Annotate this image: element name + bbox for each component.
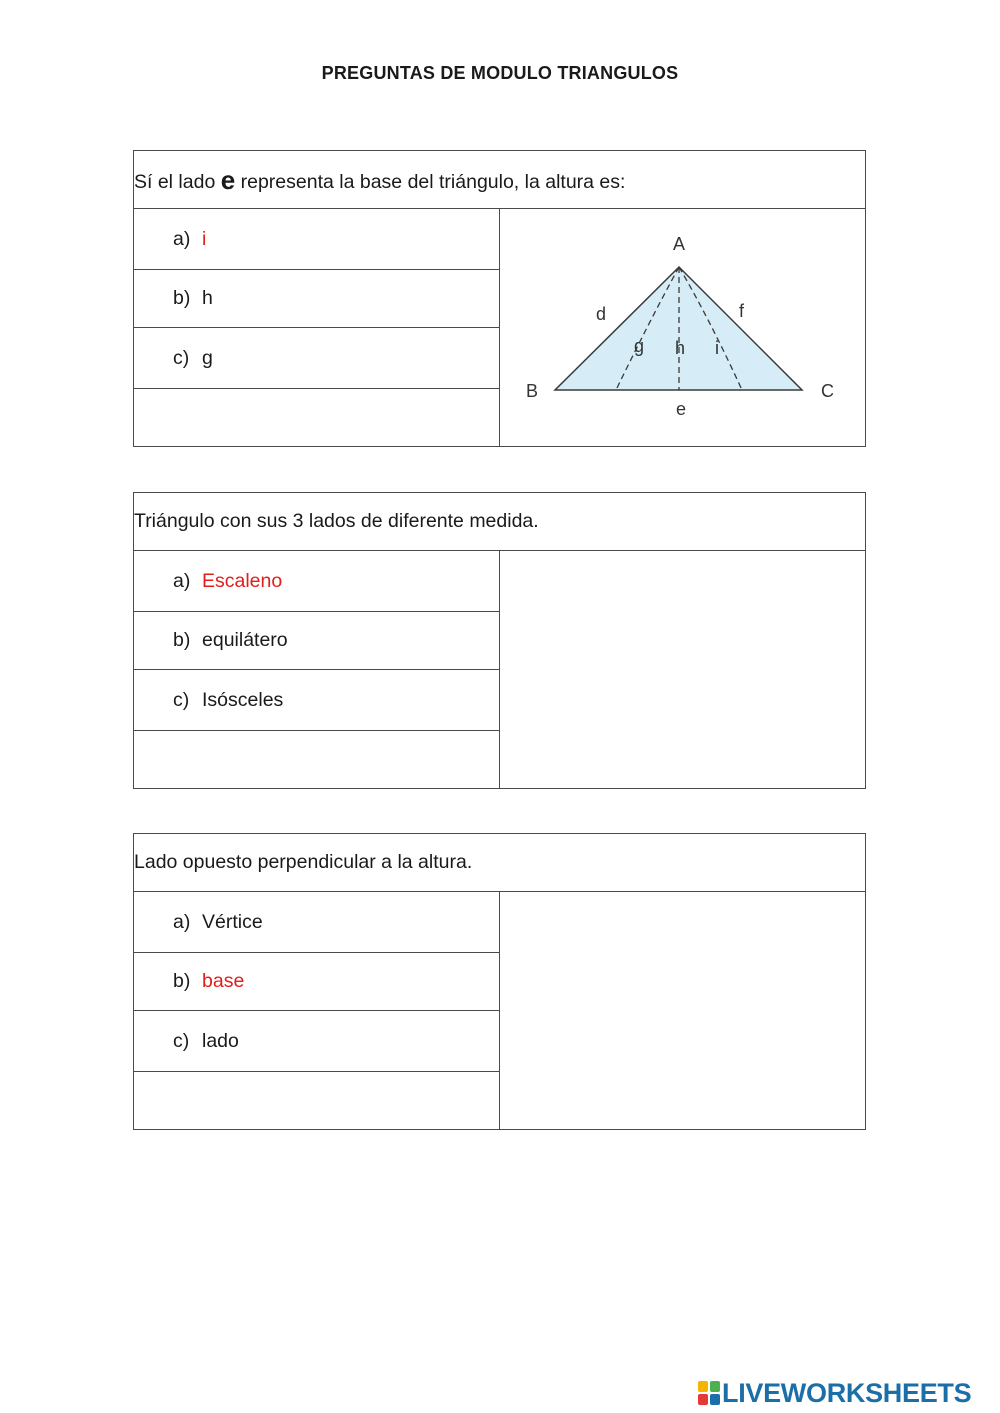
option-letter: b): [173, 629, 191, 651]
triangle-figure-cell: [500, 209, 866, 447]
question-2-prompt: Triángulo con sus 3 lados de diferente medida.: [134, 493, 866, 551]
segment-h-label: h: [675, 337, 686, 358]
question-1-option-a[interactable]: [134, 209, 500, 270]
option-text: lado: [202, 1029, 239, 1052]
question-2-option-b[interactable]: [134, 612, 500, 670]
question-1: [133, 150, 866, 447]
vertex-b-label: B: [526, 380, 539, 401]
question-3-option-c[interactable]: [134, 1011, 500, 1072]
option-letter: a): [173, 227, 191, 250]
option-letter: b): [173, 287, 191, 309]
vertex-a-label: A: [673, 233, 686, 254]
question-2-option-a[interactable]: [134, 551, 500, 612]
option-text: Vértice: [202, 910, 263, 933]
option-letter: c): [173, 1029, 190, 1052]
option-letter: c): [173, 346, 190, 369]
page-title: PREGUNTAS DE MODULO TRIANGULOS: [321, 63, 679, 83]
option-text: base: [202, 970, 245, 992]
question-3: [133, 833, 866, 1130]
question-3-option-a[interactable]: [134, 892, 500, 953]
option-text: g: [202, 346, 213, 369]
question-3-answer-blank[interactable]: [134, 1072, 500, 1130]
vertex-c-label: C: [821, 380, 834, 401]
option-letter: a): [173, 910, 191, 933]
question-1-prompt-after: representa la base del triángulo, la altura es:: [240, 171, 626, 193]
side-e-label: e: [676, 398, 687, 419]
option-text: Isósceles: [202, 688, 284, 711]
question-3-option-b[interactable]: [134, 953, 500, 1011]
side-d-label: d: [596, 303, 607, 324]
question-3-side-cell: [500, 892, 866, 1130]
question-2: [133, 492, 866, 789]
question-3-prompt: Lado opuesto perpendicular a la altura.: [134, 834, 866, 892]
question-2-side-cell: [500, 551, 866, 789]
option-text: Escaleno: [202, 569, 283, 592]
logo-text: LIVEWORKSHEETS: [722, 1377, 972, 1408]
option-text: h: [202, 287, 213, 309]
liveworksheets-logo-icon: [698, 1381, 720, 1405]
side-f-label: f: [739, 300, 745, 321]
option-letter: b): [173, 970, 191, 992]
question-1-answer-blank[interactable]: [134, 389, 500, 447]
segment-g-label: g: [634, 335, 645, 356]
triangle-diagram: [500, 210, 866, 446]
option-text: equilátero: [202, 629, 288, 651]
question-1-prompt-before: Sí el lado: [134, 171, 216, 193]
question-1-option-c[interactable]: [134, 328, 500, 389]
option-letter: c): [173, 688, 190, 711]
question-1-prompt: [134, 151, 866, 209]
option-letter: a): [173, 569, 191, 592]
segment-i-label: i: [715, 337, 719, 358]
question-2-option-c[interactable]: [134, 670, 500, 731]
option-text: i: [202, 227, 207, 250]
question-1-prompt-letter: e: [220, 165, 236, 195]
question-1-option-b[interactable]: [134, 270, 500, 328]
question-2-answer-blank[interactable]: [134, 731, 500, 789]
liveworksheets-logo[interactable]: [698, 1377, 971, 1409]
